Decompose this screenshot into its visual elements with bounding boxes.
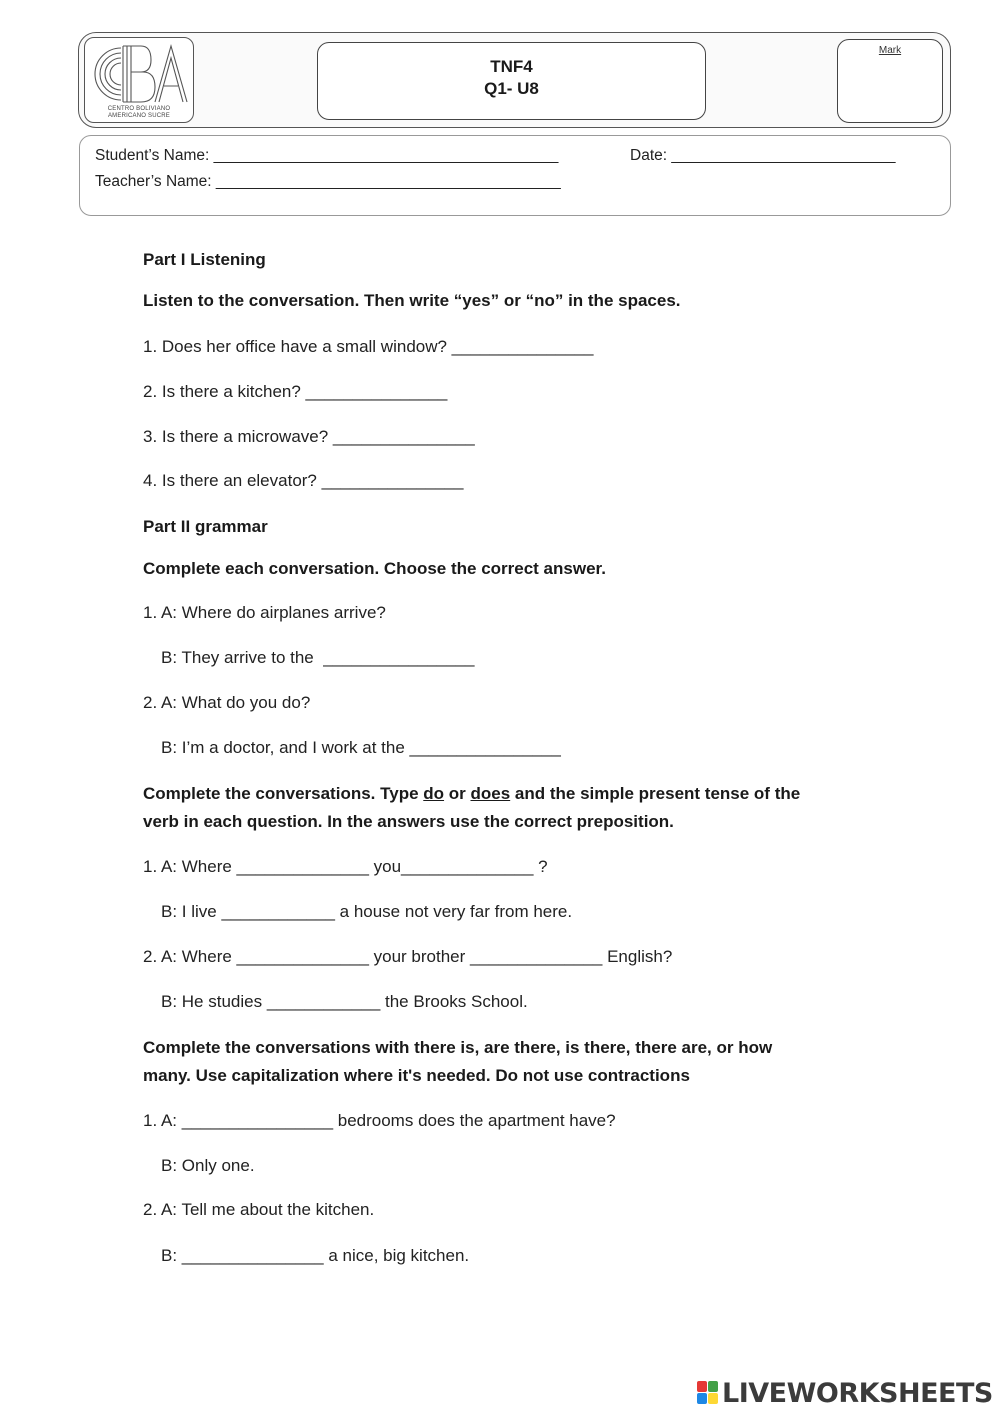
- title-line-2: Q1- U8: [484, 79, 539, 98]
- student-name-field[interactable]: Student’s Name: ________________________________________: [95, 147, 559, 164]
- instr2-pre: Complete the conversations. Type: [143, 784, 424, 803]
- listening-question-4[interactable]: 4. Is there an elevator? _______________: [143, 471, 464, 490]
- instr2-does: does: [470, 784, 511, 803]
- mark-box: [837, 39, 943, 123]
- listening-question-3[interactable]: 3. Is there a microwave? _______________: [143, 427, 475, 446]
- part2-instruction-3-line2: many. Use capitalization where it's needed. Do not use contractions: [143, 1066, 690, 1085]
- part2-instruction-1: Complete each conversation. Choose the correct answer.: [143, 559, 606, 578]
- part2-instruction-2: [143, 784, 800, 804]
- cba-logo-icon: [85, 38, 194, 108]
- present-q2-a[interactable]: 2. A: Where ______________ your brother ______________ English?: [143, 947, 673, 966]
- logo-caption: CENTRO BOLIVIANO AMERICANO SUCRE: [107, 106, 171, 119]
- there-q1-a[interactable]: 1. A: ________________ bedrooms does the apartment have?: [143, 1111, 616, 1130]
- instr2-post: and the simple present tense of the: [510, 784, 801, 803]
- school-logo: [84, 37, 194, 123]
- liveworksheets-brand: [697, 1376, 993, 1410]
- part2-instruction-3: Complete the conversations with there is, are there, is there, there are, or how: [143, 1038, 773, 1057]
- title-line-1: TNF4: [490, 57, 533, 76]
- title-box: [317, 42, 706, 120]
- present-q1-b[interactable]: B: I live ____________ a house not very far from here.: [161, 902, 573, 921]
- present-q1-a[interactable]: 1. A: Where ______________ you______________ ?: [143, 857, 548, 876]
- there-q1-b: B: Only one.: [161, 1156, 255, 1175]
- brand-text: LIVEWORKSHEETS: [722, 1377, 993, 1409]
- there-q2-b[interactable]: B: _______________ a nice, big kitchen.: [161, 1246, 470, 1265]
- part2-heading: Part II grammar: [143, 517, 268, 536]
- part2-instruction-2-line2: verb in each question. In the answers use the correct preposition.: [143, 812, 674, 831]
- part1-heading: Part I Listening: [143, 250, 266, 269]
- listening-question-2[interactable]: 2. Is there a kitchen? _______________: [143, 382, 448, 401]
- listening-question-1[interactable]: 1. Does her office have a small window? _______________: [143, 337, 594, 356]
- instr2-do: do: [423, 784, 445, 803]
- part1-instruction: Listen to the conversation. Then write “yes” or “no” in the spaces.: [143, 291, 681, 310]
- grammar-q1-a: 1. A: Where do airplanes arrive?: [143, 603, 386, 622]
- mark-label: Mark: [878, 45, 902, 56]
- grammar-q2-a: 2. A: What do you do?: [143, 693, 311, 712]
- grammar-q2-b[interactable]: B: I’m a doctor, and I work at the ________________: [161, 738, 561, 757]
- instr2-mid: or: [444, 784, 471, 803]
- date-field[interactable]: Date: __________________________: [630, 147, 896, 164]
- present-q2-b[interactable]: B: He studies ____________ the Brooks School.: [161, 992, 528, 1011]
- teacher-name-field[interactable]: Teacher’s Name: ________________________________________: [95, 173, 561, 190]
- there-q2-a: 2. A: Tell me about the kitchen.: [143, 1200, 375, 1219]
- liveworksheets-logo-icon: [697, 1381, 719, 1405]
- grammar-q1-b[interactable]: B: They arrive to the ________________: [161, 648, 475, 667]
